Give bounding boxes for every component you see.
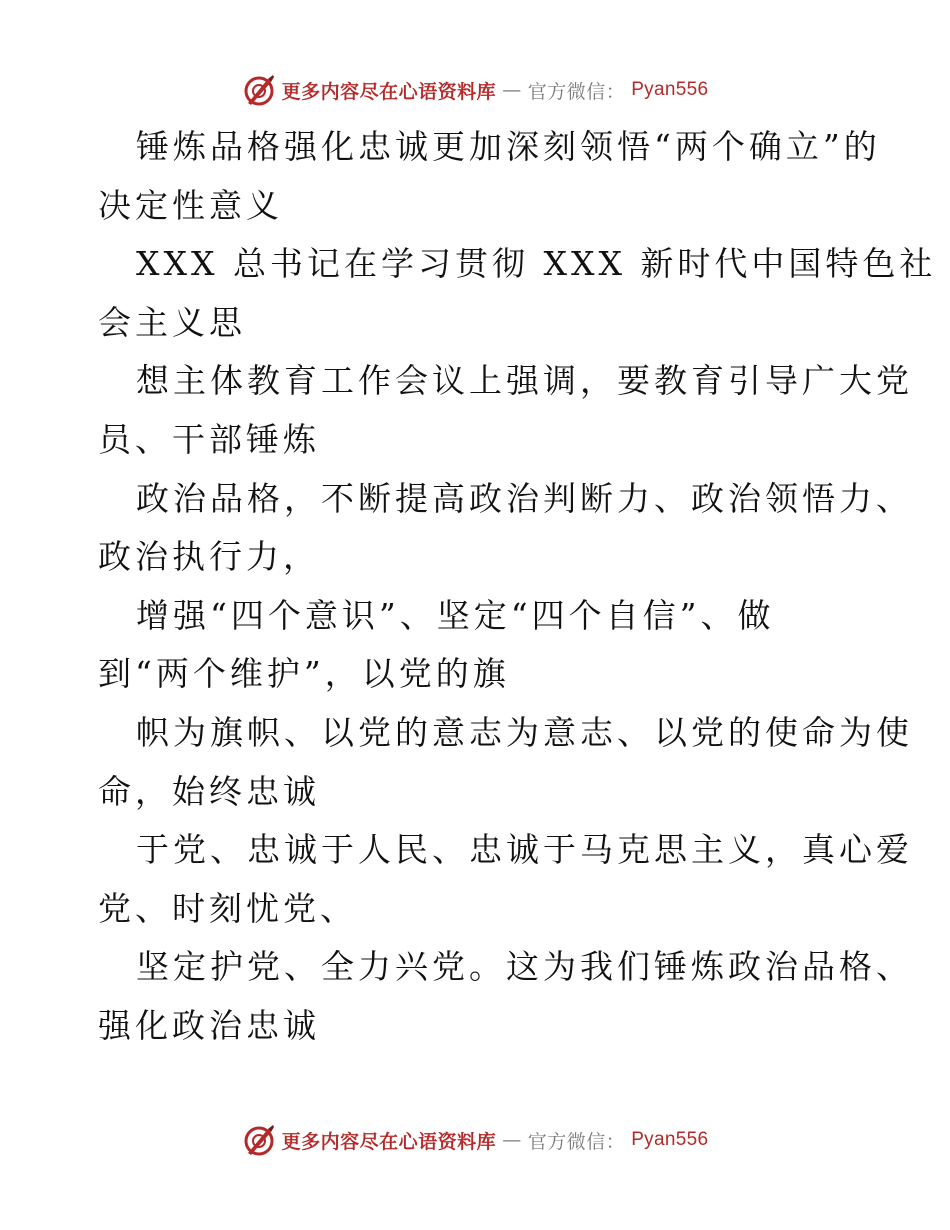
banner-wechat-id: Pyan556 — [631, 1129, 709, 1150]
text-line: 锤炼品格强化忠诚更加深刻领悟“两个确立”的 — [136, 127, 881, 166]
text-line: 强化政治忠诚 — [98, 1005, 320, 1045]
banner-content — [242, 1123, 709, 1157]
text-line: 增强“四个意识”、坚定“四个自信”、做 — [136, 595, 775, 635]
text-line: 政治执行力， — [98, 537, 320, 577]
banner-dash: — — [502, 1129, 522, 1151]
text-line: 命，始终忠诚 — [98, 771, 320, 811]
quill-pen-logo-icon — [242, 1123, 276, 1157]
document-body — [98, 118, 937, 1056]
text-line: 政治品格，不断提高政治判断力、政治领悟力、 — [136, 478, 913, 518]
banner-dash: — — [502, 79, 522, 101]
banner-sub-text: 官方微信： — [527, 1130, 626, 1153]
banner-main-text: 更多内容尽在心语资料库 — [281, 80, 497, 103]
banner-sub-text: 官方微信： — [527, 80, 626, 103]
text-line: 党、时刻忧党、 — [98, 888, 357, 928]
text-line: 会主义思 — [98, 302, 246, 342]
quill-pen-logo-icon — [242, 73, 276, 107]
text-line: 帜为旗帜、以党的意志为意志、以党的使命为使 — [136, 712, 913, 752]
text-line: 员、干部锤炼 — [98, 419, 320, 459]
text-line: 想主体教育工作会议上强调，要教育引导广大党 — [136, 361, 913, 401]
footer-banner — [0, 1120, 950, 1160]
header-banner — [0, 70, 950, 110]
banner-main-text: 更多内容尽在心语资料库 — [281, 1130, 497, 1153]
banner-content — [242, 73, 709, 107]
banner-wechat-id: Pyan556 — [631, 79, 709, 100]
text-line: 坚定护党、全力兴党。这为我们锤炼政治品格、 — [136, 947, 913, 987]
text-line: 决定性意义 — [98, 185, 283, 225]
text-line: 于党、忠诚于人民、忠诚于马克思主义，真心爱 — [136, 830, 913, 870]
text-line: XXX 总书记在学习贯彻 XXX 新时代中国特色社 — [136, 244, 937, 284]
text-line: 到“两个维护”，以党的旗 — [98, 654, 510, 694]
